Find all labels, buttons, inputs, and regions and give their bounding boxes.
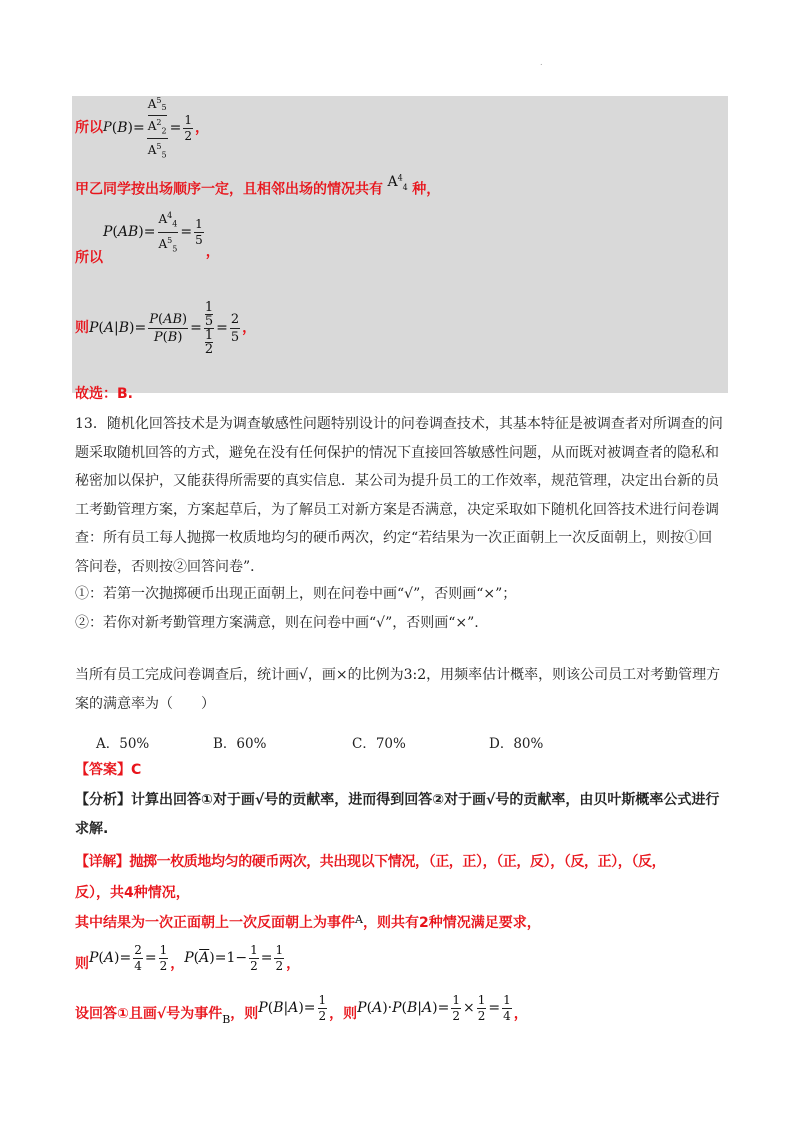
detail-line4-sep: ，: [170, 956, 185, 972]
page-dot: .: [540, 58, 543, 67]
option-a: A．50%: [96, 736, 150, 752]
option-c: C．70%: [352, 736, 406, 752]
formula-conditional: P ( A | B )= $\frac{P(AB)}{P(B)}$ = 1 5 1 2 = $\frac{2}{5}$: [89, 299, 240, 357]
prev-line4-prefix: 则: [75, 320, 89, 336]
formula-pab: P ( AB )= $\frac{A^4_4}{A^5_5}$ = $\frac{1}{5}$: [103, 208, 206, 256]
answer-line: 【答案】C: [75, 762, 142, 778]
question-number: 13．: [75, 416, 107, 432]
detail-line-3: [75, 913, 541, 934]
question-13: [75, 410, 725, 581]
question-item-1: ①：若第一次抛掷硬币出现正面朝上，则在问卷中画“√”，否则画“×”；: [75, 586, 517, 602]
detail-line4-prefix: 则: [75, 956, 89, 972]
formula-pba: P ( B | A )= $\frac{1}{2}$: [258, 992, 327, 1023]
prev-line-2: [75, 173, 441, 204]
prev-line1-suffix: ，: [194, 120, 209, 136]
formula-pa: P ( A )= $\frac{2}{4}$ = $\frac{1}{2}$: [89, 942, 168, 973]
formula-product: P ( A )· P ( B | A )= $\frac{1}{2}$ × $\frac{1}{2}$ = $\frac{1}{4}$: [357, 992, 511, 1023]
question-body: 随机化回答技术是为调查敏感性问题特别设计的问卷调查技术，其基本特征是被调查者对所调查的问题采取随机回答的方式，避免在没有任何保护的情况下直接回答敏感性问题，从而既对被调查者的隐私和秘密加以保护，又能获得所需要的真实信息．某公司为提升员工的工作效率，规范管理，决定出台新的员工考勤管理方案，方案起草后，为了解员工对新方案是否满意，决定采取如下随机化回答技术进行问卷调查：所有员工每人抛掷一枚质地均匀的硬币两次，约定“若结果为一次正面朝上一次反面朝上，则按①回答问卷，否则按②回答问卷”．: [75, 416, 723, 575]
prev-line2-suffix: 种，: [412, 181, 441, 198]
prev-conclusion: 故选：B.: [75, 386, 133, 402]
prev-line1-prefix: 所以: [75, 120, 103, 136]
detail-line-4: [75, 938, 300, 978]
question-item-2: ②：若你对新考勤管理方案满意，则在问卷中画“√”，否则画“×”.: [75, 615, 479, 631]
detail-line3-text: 其中结果为一次正面朝上一次反面朝上为事件: [75, 915, 355, 931]
detail-line-1: 【详解】抛掷一枚质地均匀的硬币两次，共出现以下情况，（正，正），（正，反），（反，正），（反，: [75, 854, 666, 870]
prev-line-4: [75, 290, 256, 366]
prev-line3-prefix: 所以: [75, 250, 103, 266]
detail-line5-suffix: ，: [513, 1006, 528, 1022]
option-d: D．80%: [489, 736, 544, 752]
detail-line-5: [75, 988, 528, 1028]
event-a-var: A: [355, 913, 363, 926]
formula-a44: $A^4_4$: [387, 173, 408, 192]
detail-line5-mid: ，则: [230, 1006, 259, 1022]
detail-line-2: 反），共4种情况，: [75, 885, 190, 901]
detail-line5-mid2: ，则: [329, 1006, 358, 1022]
prev-line-1: [75, 96, 209, 160]
detail-line3-suffix: ，则共有2种情况满足要求，: [362, 915, 541, 931]
question-stem: 当所有员工完成问卷调查后，统计画√，画×的比例为3:2，用频率估计概率，则该公司员工对考勤管理方案的满意率为（ ）: [75, 667, 721, 712]
formula-pa-complement: P ( $\overline{A}$ )=1− $\frac{1}{2}$ = $\frac{1}{2}$: [184, 942, 284, 973]
prev-line-3: [75, 211, 220, 268]
event-b-var: B: [222, 1013, 231, 1026]
formula-pb: P ( B )= $A^5_5$ $A^2_2$ $A^5_5$ = $\frac{1}{2}$: [103, 94, 195, 163]
prev-line4-suffix: ，: [242, 320, 257, 336]
prev-line2-text: 甲乙同学按出场顺序一定，且相邻出场的情况共有: [75, 181, 383, 198]
fraction-arrangements: $A^5_5$ $A^2_2$ $A^5_5$: [147, 95, 167, 160]
analysis: 【分析】计算出回答①对于画√号的贡献率，进而得到回答②对于画√号的贡献率，由贝叶斯概率公式进行求解.: [75, 792, 720, 837]
detail-line5-text: 设回答①且画√号为事件: [75, 1006, 223, 1022]
option-b: B．60%: [213, 736, 267, 752]
detail-line4-suffix: ，: [286, 956, 301, 972]
prev-line3-suffix: ，: [205, 244, 220, 260]
